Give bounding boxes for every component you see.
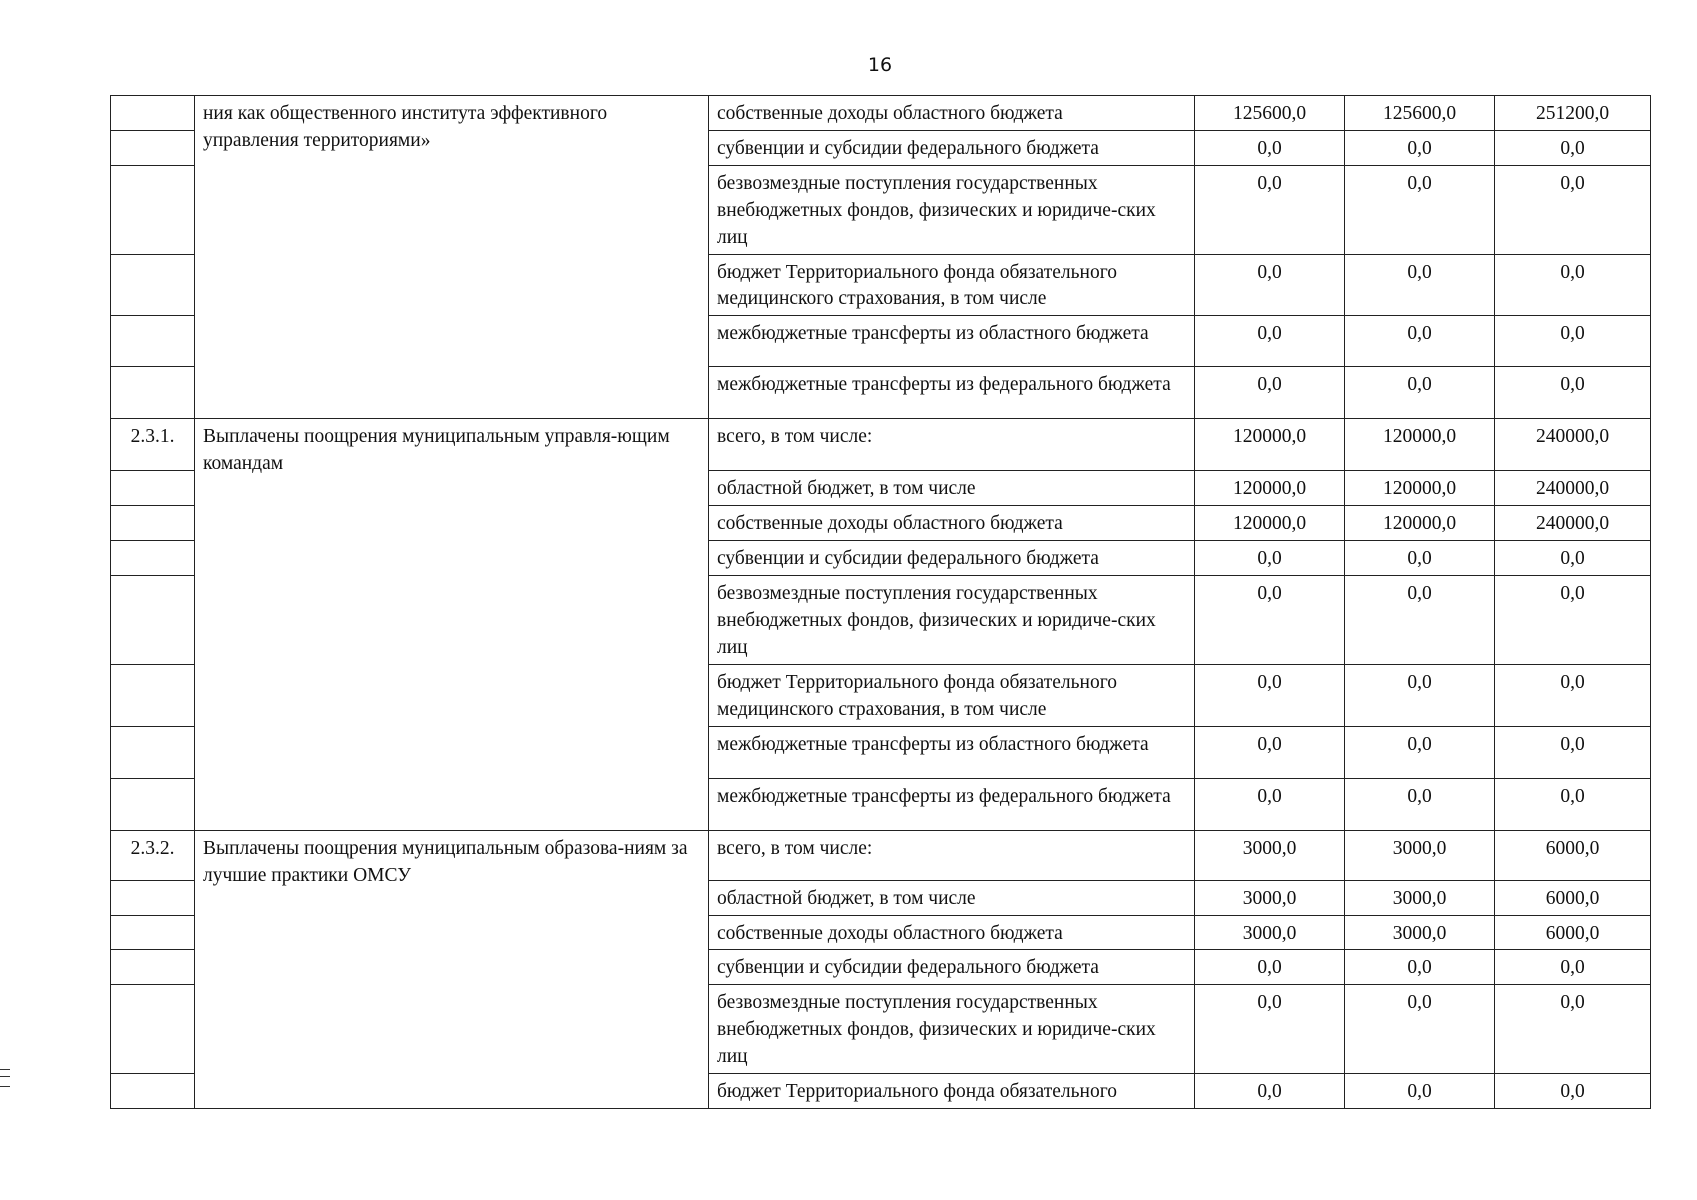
amount-cell: 120000,0 (1345, 506, 1495, 541)
empty-code-cell (111, 950, 195, 985)
funding-source: собственные доходы областного бюджета (709, 96, 1195, 131)
amount-cell: 0,0 (1345, 726, 1495, 778)
amount-cell: 251200,0 (1495, 96, 1651, 131)
funding-source: собственные доходы областного бюджета (709, 506, 1195, 541)
empty-code-cell (111, 664, 195, 726)
amount-cell: 0,0 (1345, 367, 1495, 419)
amount-cell: 0,0 (1495, 316, 1651, 367)
amount-cell: 0,0 (1195, 254, 1345, 316)
item-code: 2.3.2. (111, 830, 195, 880)
amount-cell: 0,0 (1345, 576, 1495, 665)
amount-cell: 0,0 (1195, 165, 1345, 254)
amount-cell: 0,0 (1495, 130, 1651, 165)
item-code: 2.3.1. (111, 419, 195, 471)
amount-cell: 0,0 (1345, 316, 1495, 367)
funding-source: межбюджетные трансферты из областного бюджета (709, 316, 1195, 367)
funding-source: всего, в том числе: (709, 830, 1195, 880)
empty-code-cell (111, 985, 195, 1074)
amount-cell: 120000,0 (1195, 506, 1345, 541)
empty-code-cell (111, 541, 195, 576)
page-number: 16 (867, 54, 893, 76)
amount-cell: 0,0 (1495, 664, 1651, 726)
amount-cell: 0,0 (1195, 367, 1345, 419)
empty-code-cell (111, 367, 195, 419)
funding-source: межбюджетные трансферты из федерального бюджета (709, 778, 1195, 830)
funding-source: бюджет Территориального фонда обязательного (709, 1074, 1195, 1109)
funding-source: субвенции и субсидии федерального бюджета (709, 541, 1195, 576)
empty-code-cell (111, 880, 195, 915)
amount-cell: 0,0 (1495, 778, 1651, 830)
amount-cell: 0,0 (1345, 664, 1495, 726)
amount-cell: 6000,0 (1495, 880, 1651, 915)
empty-code-cell (111, 471, 195, 506)
margin-mark (0, 1069, 10, 1087)
amount-cell: 0,0 (1195, 130, 1345, 165)
funding-source: собственные доходы областного бюджета (709, 915, 1195, 950)
amount-cell: 240000,0 (1495, 471, 1651, 506)
empty-code-cell (111, 1074, 195, 1109)
amount-cell: 0,0 (1195, 576, 1345, 665)
amount-cell: 240000,0 (1495, 506, 1651, 541)
amount-cell: 0,0 (1195, 985, 1345, 1074)
table-row (111, 419, 1651, 471)
table-row (111, 830, 1651, 880)
amount-cell: 0,0 (1195, 726, 1345, 778)
amount-cell: 125600,0 (1345, 96, 1495, 131)
funding-source: субвенции и субсидии федерального бюджета (709, 130, 1195, 165)
amount-cell: 0,0 (1495, 950, 1651, 985)
empty-code-cell (111, 726, 195, 778)
funding-source: областной бюджет, в том числе (709, 471, 1195, 506)
funding-source: безвозмездные поступления государственных внебюджетных фондов, физических и юридиче-ских лиц (709, 165, 1195, 254)
amount-cell: 125600,0 (1195, 96, 1345, 131)
amount-cell: 3000,0 (1195, 915, 1345, 950)
amount-cell: 240000,0 (1495, 419, 1651, 471)
empty-code-cell (111, 254, 195, 316)
amount-cell: 0,0 (1345, 1074, 1495, 1109)
empty-code-cell (111, 130, 195, 165)
amount-cell: 0,0 (1345, 165, 1495, 254)
budget-table (110, 95, 1651, 1109)
amount-cell: 6000,0 (1495, 915, 1651, 950)
amount-cell: 0,0 (1345, 950, 1495, 985)
amount-cell: 0,0 (1345, 541, 1495, 576)
amount-cell: 3000,0 (1345, 830, 1495, 880)
empty-code-cell (111, 316, 195, 367)
amount-cell: 0,0 (1495, 541, 1651, 576)
amount-cell: 0,0 (1195, 1074, 1345, 1109)
funding-source: бюджет Территориального фонда обязательного медицинского страхования, в том числе (709, 664, 1195, 726)
amount-cell: 120000,0 (1195, 471, 1345, 506)
funding-source: межбюджетные трансферты из федерального бюджета (709, 367, 1195, 419)
table-row (111, 96, 1651, 131)
funding-source: субвенции и субсидии федерального бюджета (709, 950, 1195, 985)
funding-source: всего, в том числе: (709, 419, 1195, 471)
amount-cell: 0,0 (1195, 950, 1345, 985)
amount-cell: 0,0 (1495, 1074, 1651, 1109)
empty-code-cell (111, 778, 195, 830)
funding-source: областной бюджет, в том числе (709, 880, 1195, 915)
amount-cell: 0,0 (1495, 165, 1651, 254)
empty-code-cell (111, 165, 195, 254)
empty-code-cell (111, 915, 195, 950)
amount-cell: 0,0 (1345, 130, 1495, 165)
amount-cell: 0,0 (1345, 254, 1495, 316)
amount-cell: 0,0 (1345, 778, 1495, 830)
funding-source: межбюджетные трансферты из областного бюджета (709, 726, 1195, 778)
amount-cell: 120000,0 (1345, 471, 1495, 506)
amount-cell: 0,0 (1195, 316, 1345, 367)
item-title: ния как общественного института эффективного управления территориями» (195, 96, 709, 419)
amount-cell: 3000,0 (1345, 915, 1495, 950)
empty-code-cell (111, 576, 195, 665)
amount-cell: 120000,0 (1345, 419, 1495, 471)
amount-cell: 0,0 (1195, 778, 1345, 830)
amount-cell: 0,0 (1195, 541, 1345, 576)
empty-code-cell (111, 506, 195, 541)
amount-cell: 3000,0 (1195, 830, 1345, 880)
amount-cell: 120000,0 (1195, 419, 1345, 471)
amount-cell: 6000,0 (1495, 830, 1651, 880)
funding-source: безвозмездные поступления государственных внебюджетных фондов, физических и юридиче-ских лиц (709, 985, 1195, 1074)
amount-cell: 3000,0 (1195, 880, 1345, 915)
amount-cell: 0,0 (1495, 367, 1651, 419)
amount-cell: 0,0 (1495, 985, 1651, 1074)
amount-cell: 0,0 (1195, 664, 1345, 726)
amount-cell: 0,0 (1495, 726, 1651, 778)
funding-source: бюджет Территориального фонда обязательного медицинского страхования, в том числе (709, 254, 1195, 316)
amount-cell: 3000,0 (1345, 880, 1495, 915)
amount-cell: 0,0 (1345, 985, 1495, 1074)
item-code (111, 96, 195, 131)
amount-cell: 0,0 (1495, 254, 1651, 316)
item-title: Выплачены поощрения муниципальным образова-ниям за лучшие практики ОМСУ (195, 830, 709, 1108)
item-title: Выплачены поощрения муниципальным управля-ющим командам (195, 419, 709, 830)
amount-cell: 0,0 (1495, 576, 1651, 665)
funding-source: безвозмездные поступления государственных внебюджетных фондов, физических и юридиче-ских лиц (709, 576, 1195, 665)
